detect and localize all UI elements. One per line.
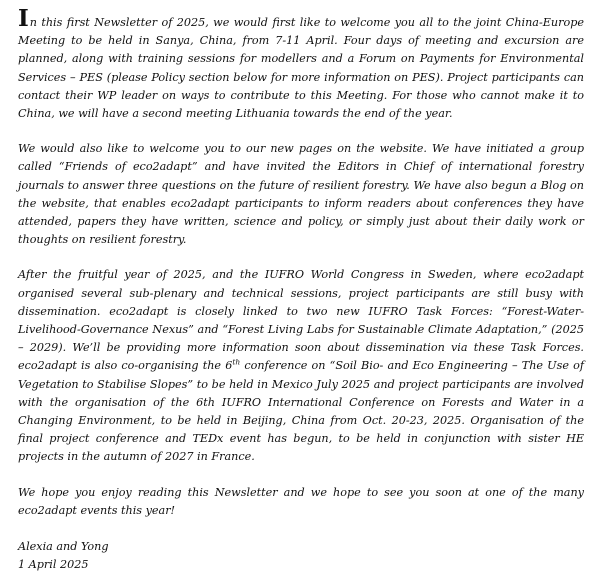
closing-paragraph: We hope you enjoy reading this Newsletter and we hope to see you soon at one of the many eco2adapt events this year! bbox=[18, 485, 584, 517]
signature-date: 1 April 2025 bbox=[18, 558, 89, 572]
dissemination-text-part1: After the fruitful year of 2025, and the IUFRO World Congress in Sweden, where eco2adapt organised several sub-plenary and technical sessions, project participants are still busy with dissemination. eco2adapt is closely linked to two new IUFRO Task Forces: “Forest-Water-Livelihood-Governance Nexus” and “Forest Living Labs for Sustainable Climate Adaptation,” (2025 – 2029). We’ll be providing more information soon about dissemination via these Task Forces. eco2adapt is also co-organising the 6 bbox=[18, 268, 584, 373]
intro-text: n this first Newsletter of 2025, we would first like to welcome you all to the joint China-Europe Meeting to be held in Sanya, China, from 7-11 April. Four days of meeting and excursion are planned, along with training sessions for modellers and a Forum on Payments for Environmental Services – PES (please Policy section below for more information on PES). Project participants can contact their WP leader on ways to contribute to this Meeting. For those who cannot make it to China, we will have a second meeting Lithuania towards the end of the year. bbox=[18, 16, 584, 121]
ordinal-suffix: th bbox=[232, 357, 241, 367]
drop-cap: I bbox=[18, 5, 29, 32]
dissemination-paragraph bbox=[18, 266, 584, 466]
newsletter-body bbox=[18, 5, 585, 574]
dissemination-text-part2: conference on “Soil Bio- and Eco Engineering – The Use of Vegetation to Stabilise Slopes” to be held in Mexico July 2025 and project participants are involved with the organisation of the 6th IUFRO International Conference on Forests and Water in a Changing Environment, to be held in Beijing, China from Oct. 20-23, 2025. Organisation of the final project conference and TEDx event has begun, to be held in conjunction with sister HE projects in the autumn of 2027 in France. bbox=[18, 359, 585, 464]
signature-names: Alexia and Yong bbox=[18, 540, 109, 554]
intro-paragraph bbox=[18, 5, 584, 123]
website-paragraph: We would also like to welcome you to our new pages on the website. We have initiated a group called “Friends of eco2adapt” and have invited the Editors in Chief of international forestry journals to answer three questions on the future of resilient forestry. We have also begun a Blog on the website, that enables eco2adapt participants to inform readers about conferences they have attended, papers they have written, science and policy, or simply just about their daily work or thoughts on resilient forestry. bbox=[18, 142, 584, 247]
